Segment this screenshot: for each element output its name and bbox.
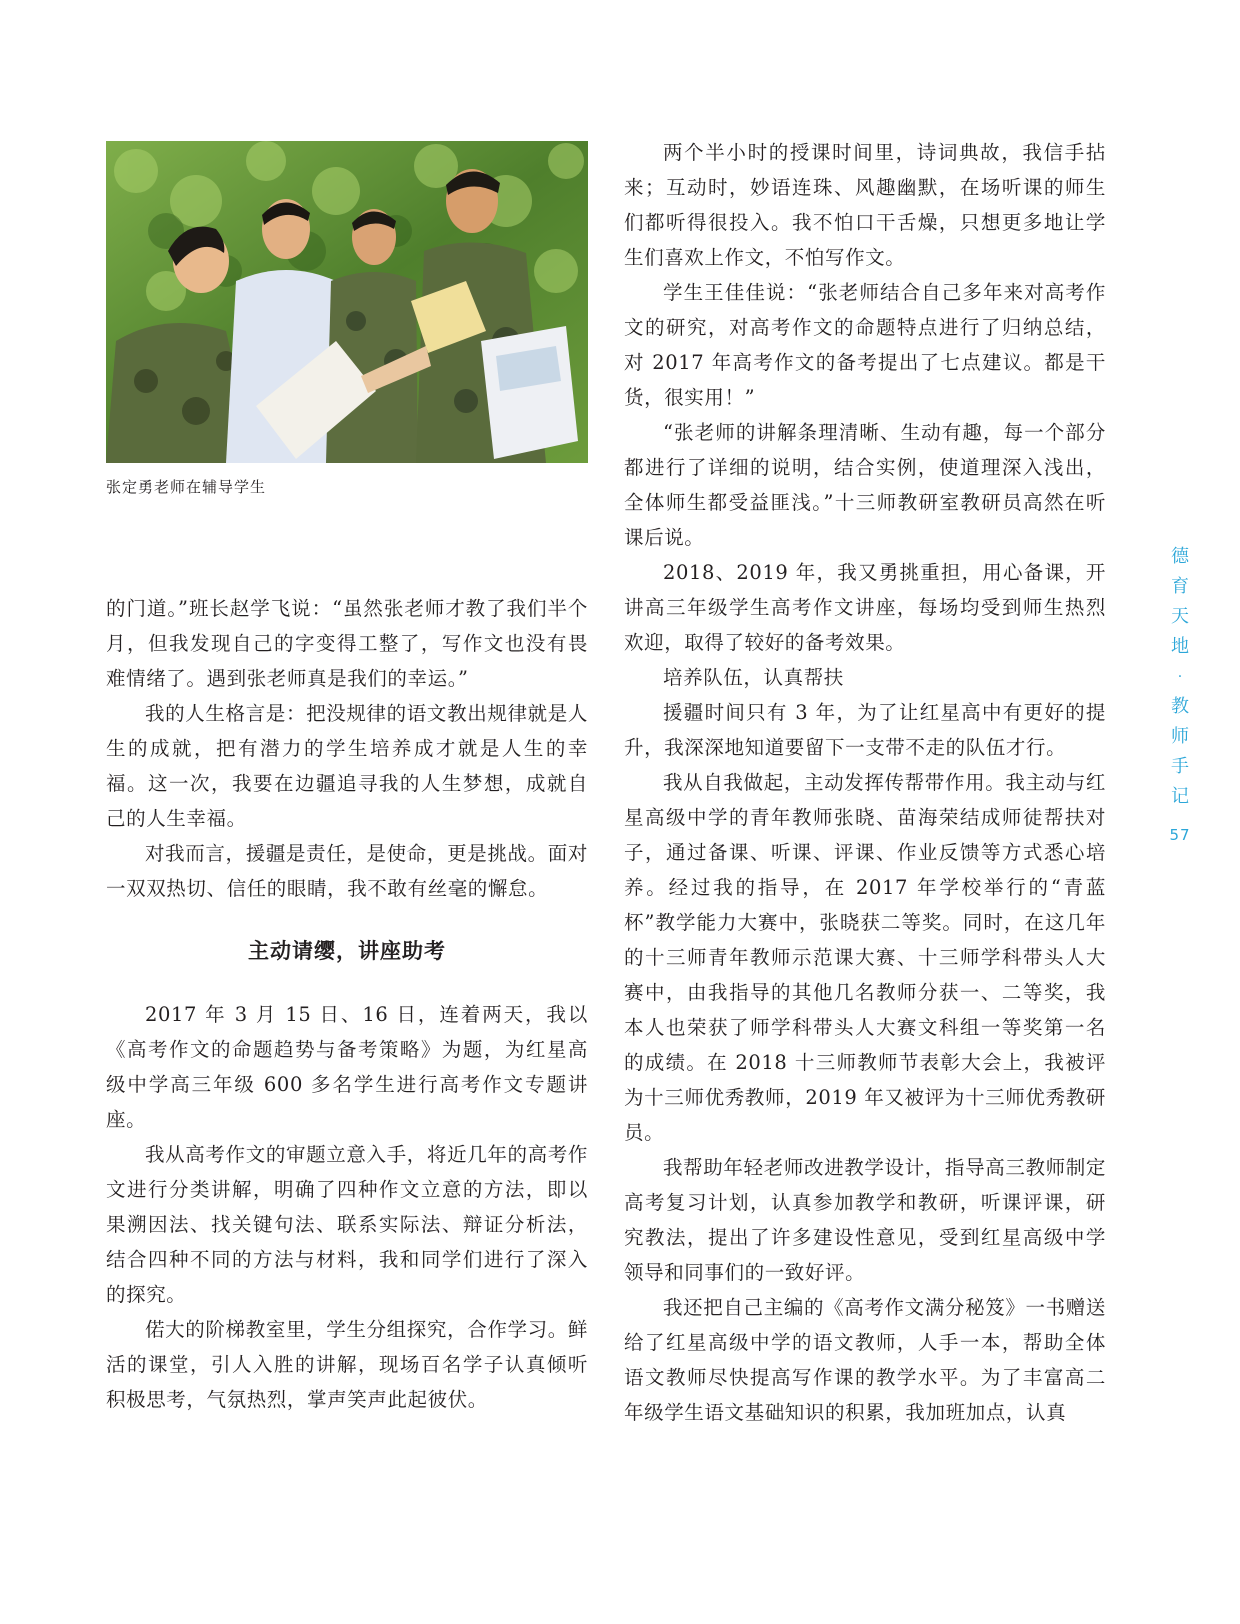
side-tab-dot: · — [1177, 669, 1183, 685]
paragraph: 我从高考作文的审题立意入手，将近几年的高考作文进行分类讲解，明确了四种作文立意的方法，即以果溯因法、找关键句法、联系实际法、辩证分析法，结合四种不同的方法与材料，我和同学们进行了深入的探究。 — [106, 1143, 588, 1306]
side-tab-char: 教 — [1171, 696, 1189, 717]
paragraph: 我从自我做起，主动发挥传帮带作用。我主动与红星高级中学的青年教师张晓、苗海荣结成师徒帮扶对子，通过备课、听课、评课、作业反馈等方式悉心培养。经过我的指导，在 2017 年学校举行的“青蓝杯”教学能力大赛中，张晓获二等奖。同时，在这几年的十三师青年教师示范课大赛、十三师学科带头人大赛中，由我指导的其他几名教师分获一、二等奖，我本人也荣获了师学科带头人大赛文科组一等奖第一名的成绩。在 2018 十三师教师节表彰大会上，我被评为十三师优秀教师，2019 年又被评为十三师优秀教研员。 — [624, 771, 1106, 1144]
paragraph: 学生王佳佳说：“张老师结合自己多年来对高考作文的研究，对高考作文的命题特点进行了归纳总结，对 2017 年高考作文的备考提出了七点建议。都是干货，很实用！” — [624, 281, 1106, 409]
paragraph: 2018、2019 年，我又勇挑重担，用心备课，开讲高三年级学生高考作文讲座，每场均受到师生热烈欢迎，取得了较好的备考效果。 — [624, 561, 1106, 654]
section-heading: 主动请缨，讲座助考 — [248, 939, 446, 963]
side-tab-char: 师 — [1171, 726, 1189, 747]
right-article-column — [624, 135, 1106, 1430]
paragraph: 我帮助年轻老师改进教学设计，指导高三教师制定高考复习计划，认真参加教学和教研，听课评课，研究教法，提出了许多建设性意见，受到红星高级中学领导和同事们的一致好评。 — [624, 1156, 1106, 1284]
section-side-tab — [1166, 542, 1194, 850]
photo-illustration — [106, 141, 588, 463]
paragraph: 我还把自己主编的《高考作文满分秘笈》一书赠送给了红星高级中学的语文教师，人手一本，帮助全体语文教师尽快提高写作课的教学水平。为了丰富高二年级学生语文基础知识的积累，我加班加点，认真 — [624, 1296, 1106, 1424]
paragraph: 2017 年 3 月 15 日、16 日，连着两天，我以《高考作文的命题趋势与备考策略》为题，为红星高级中学高三年级 600 多名学生进行高考作文专题讲座。 — [106, 1003, 588, 1131]
subheading: 培养队伍，认真帮扶 — [663, 666, 844, 689]
paragraph: 的门道。”班长赵学飞说：“虽然张老师才教了我们半个月，但我发现自己的字变得工整了，写作文也没有畏难情绪了。遇到张老师真是我们的幸运。” — [106, 597, 588, 690]
page-number: 57 — [1169, 826, 1191, 844]
paragraph: 我的人生格言是：把没规律的语文教出规律就是人生的成就，把有潜力的学生培养成才就是人生的幸福。这一次，我要在边疆追寻我的人生梦想，成就自己的人生幸福。 — [106, 702, 588, 830]
photo-caption: 张定勇老师在辅导学生 — [106, 478, 267, 496]
side-tab-char: 育 — [1171, 576, 1189, 597]
teacher-tutoring-photo — [106, 141, 588, 463]
side-tab-char: 地 — [1171, 636, 1189, 657]
left-article-column — [106, 591, 588, 1417]
side-tab-char: 手 — [1171, 756, 1189, 777]
paragraph: “张老师的讲解条理清晰、生动有趣，每一个部分都进行了详细的说明，结合实例，使道理深入浅出，全体师生都受益匪浅。”十三师教研室教研员高然在听课后说。 — [624, 421, 1106, 549]
side-tab-char: 天 — [1171, 606, 1189, 627]
paragraph: 偌大的阶梯教室里，学生分组探究，合作学习。鲜活的课堂，引人入胜的讲解，现场百名学子认真倾听积极思考，气氛热烈，掌声笑声此起彼伏。 — [106, 1318, 588, 1411]
paragraph: 援疆时间只有 3 年，为了让红星高中有更好的提升，我深深地知道要留下一支带不走的队伍才行。 — [624, 701, 1106, 759]
side-tab-char: 德 — [1171, 546, 1189, 567]
paragraph: 对我而言，援疆是责任，是使命，更是挑战。面对一双双热切、信任的眼睛，我不敢有丝毫的懈怠。 — [106, 842, 588, 900]
side-tab-char: 记 — [1171, 786, 1189, 807]
paragraph: 两个半小时的授课时间里，诗词典故，我信手拈来；互动时，妙语连珠、风趣幽默，在场听课的师生们都听得很投入。我不怕口干舌燥，只想更多地让学生们喜欢上作文，不怕写作文。 — [624, 141, 1106, 269]
